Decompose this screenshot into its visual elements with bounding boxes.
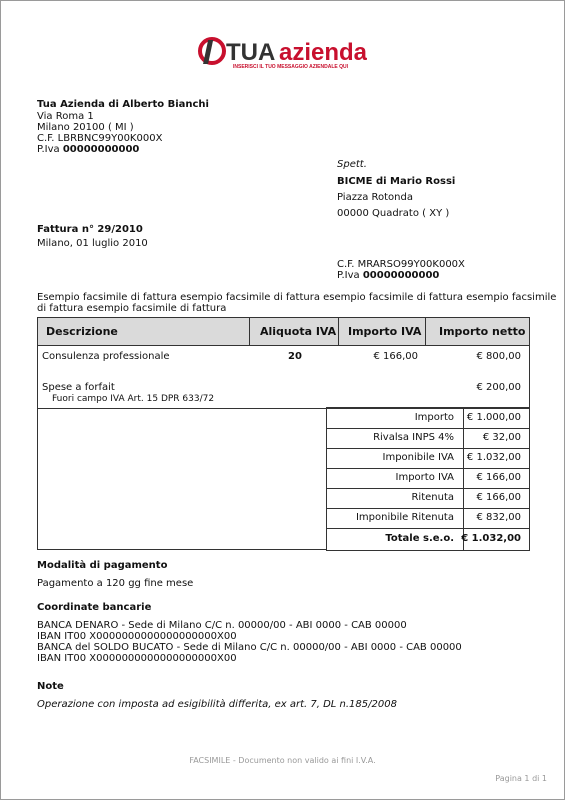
recipient-street: Piazza Rotonda <box>337 192 413 203</box>
issuer-cf: C.F. LBRBNC99Y00K000X <box>37 133 163 144</box>
company-logo <box>197 36 367 70</box>
page-number: Pagina 1 di 1 <box>495 774 547 783</box>
bank-line: BANCA DENARO - Sede di Milano C/C n. 00000/00 - ABI 0000 - CAB 00000 <box>37 620 407 631</box>
invoice-number: Fattura n° 29/2010 <box>37 224 143 235</box>
invoice-description-line2: di fattura esempio facsimile di fattura <box>37 303 227 314</box>
totals-row: Importo IVA € 166,00 <box>327 468 529 489</box>
payment-title: Modalità di pagamento <box>37 560 168 571</box>
header-divider <box>425 318 426 345</box>
header-vat-amount: Importo IVA <box>348 325 422 338</box>
facsimile-footer: FACSIMILE - Documento non valido ai fini I.V.A. <box>189 756 376 765</box>
recipient-name: BICME di Mario Rossi <box>337 176 456 187</box>
bank-line: IBAN IT00 X0000000000000000000X00 <box>37 631 237 642</box>
totals-row: Rivalsa INPS 4% € 32,00 <box>327 428 529 449</box>
totals-row: Imponibile IVA € 1.032,00 <box>327 448 529 469</box>
totals-row: Importo € 1.000,00 <box>327 408 529 429</box>
logo-prefix: TUA <box>226 39 276 66</box>
row-net-amount: € 200,00 <box>476 382 521 393</box>
note-title: Note <box>37 681 64 692</box>
totals-row: Imponibile Ritenuta € 832,00 <box>327 508 529 529</box>
row-description: Spese a forfait <box>42 382 115 393</box>
logo-tagline: INSERISCI IL TUO MESSAGGIO AZIENDALE QUI <box>233 64 349 70</box>
bank-title: Coordinate bancarie <box>37 602 152 613</box>
totals-box <box>326 407 530 551</box>
issuer-name: Tua Azienda di Alberto Bianchi <box>37 99 209 110</box>
row-description: Consulenza professionale <box>42 351 170 362</box>
invoice-description-line1: Esempio facsimile di fattura esempio facsimile di fattura esempio facsimile di fattura esempio facsimile <box>37 292 557 303</box>
header-divider <box>249 318 250 345</box>
bank-line: BANCA del SOLDO BUCATO - Sede di Milano C/C n. 00000/00 - ABI 0000 - CAB 00000 <box>37 642 462 653</box>
totals-row: Ritenuta € 166,00 <box>327 488 529 509</box>
table-row <box>38 346 529 372</box>
payment-text: Pagamento a 120 gg fine mese <box>37 578 194 589</box>
header-divider <box>338 318 339 345</box>
items-table-header <box>38 318 529 346</box>
row-vat-rate: 20 <box>288 351 302 362</box>
items-table <box>37 317 530 409</box>
note-text: Operazione con imposta ad esigibilità differita, ex art. 7, DL n.185/2008 <box>37 699 397 710</box>
table-row <box>38 376 529 406</box>
row-note: Fuori campo IVA Art. 15 DPR 633/72 <box>52 394 215 404</box>
grand-total-row: Totale s.e.o. € 1.032,00 <box>385 533 521 544</box>
header-net-amount: Importo netto <box>439 325 526 338</box>
recipient-cf: C.F. MRARSO99Y00K000X <box>337 259 465 270</box>
row-vat-amount: € 166,00 <box>373 351 418 362</box>
logo-suffix: azienda <box>279 39 367 66</box>
bank-line: IBAN IT00 X0000000000000000000X00 <box>37 653 237 664</box>
invoice-date: Milano, 01 luglio 2010 <box>37 238 148 249</box>
table-empty-area <box>37 407 327 550</box>
recipient-piva: P.Iva 00000000000 <box>337 270 440 281</box>
issuer-street: Via Roma 1 <box>37 111 94 122</box>
issuer-city: Milano 20100 ( MI ) <box>37 122 134 133</box>
recipient-spett: Spett. <box>337 159 367 170</box>
header-description: Descrizione <box>46 325 118 338</box>
logo-mark-icon <box>197 36 367 70</box>
header-vat-rate: Aliquota IVA <box>260 325 337 338</box>
recipient-city: 00000 Quadrato ( XY ) <box>337 208 450 219</box>
issuer-piva: P.Iva 00000000000 <box>37 144 140 155</box>
row-net-amount: € 800,00 <box>476 351 521 362</box>
